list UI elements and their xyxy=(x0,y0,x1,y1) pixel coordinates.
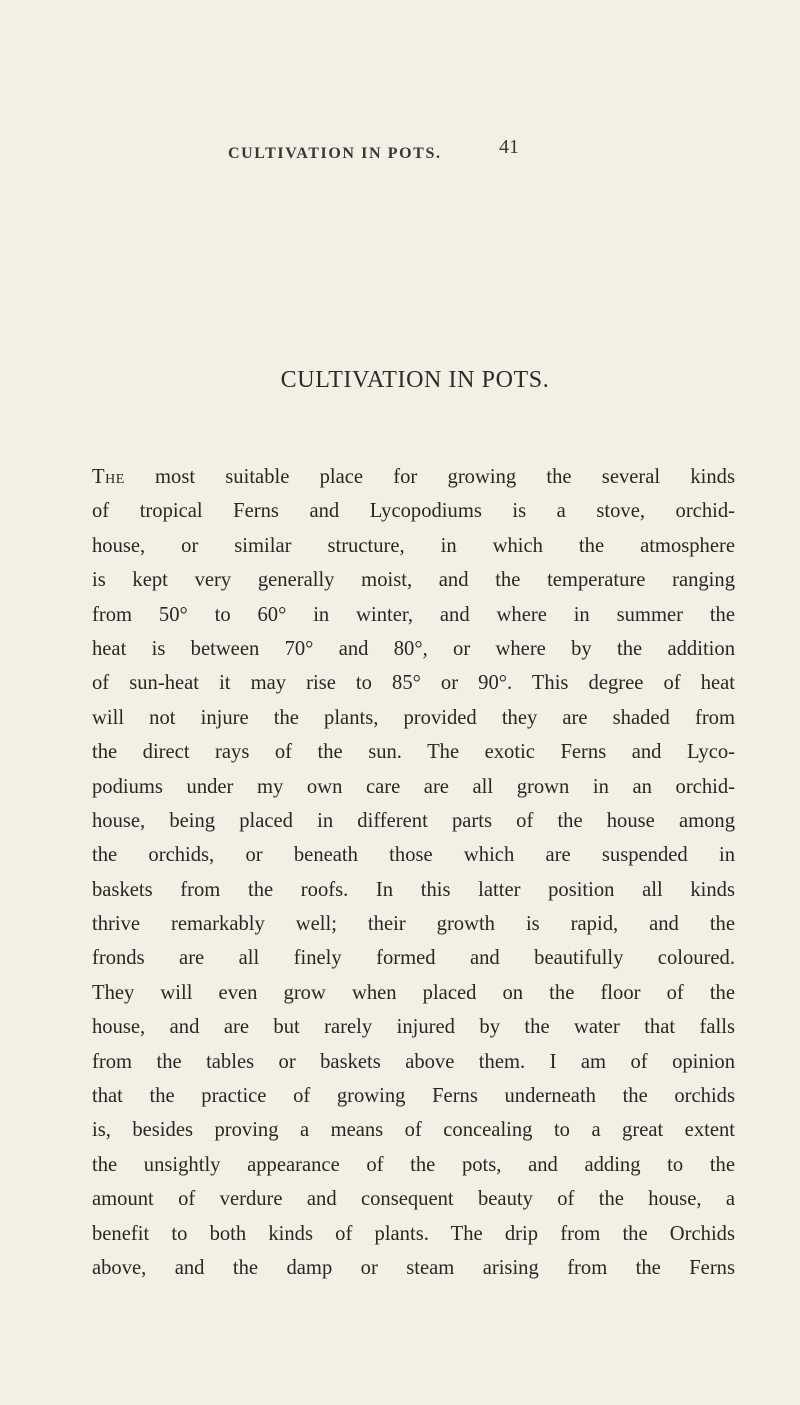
text-line: benefit to both kinds of plants. The drip from the Orchids xyxy=(92,1222,735,1245)
text-line: They will even grow when placed on the floor of the xyxy=(92,981,735,1004)
text-line: of sun-heat it may rise to 85° or 90°. This degree of heat xyxy=(92,672,735,695)
body-paragraph xyxy=(92,460,735,1285)
text-line: podiums under my own care are all grown in an orchid- xyxy=(92,775,735,798)
text-line: baskets from the roofs. In this latter position all kinds xyxy=(92,878,735,901)
text-line: above, and the damp or steam arising from the Ferns xyxy=(92,1256,735,1279)
text-line: will not injure the plants, provided they are shaded from xyxy=(92,706,735,729)
text-line: from the tables or baskets above them. I am of opinion xyxy=(92,1050,735,1073)
page-number: 41 xyxy=(499,136,519,158)
text-line: the orchids, or beneath those which are suspended in xyxy=(92,844,735,867)
text-line: amount of verdure and consequent beauty of the house, a xyxy=(92,1188,735,1211)
text-line: the direct rays of the sun. The exotic Ferns and Lyco- xyxy=(92,741,735,764)
text-line: house, being placed in different parts of the house among xyxy=(92,809,735,832)
text-line: is, besides proving a means of concealing to a great extent xyxy=(92,1119,735,1142)
text-line xyxy=(92,460,735,494)
text-line: that the practice of growing Ferns underneath the orchids xyxy=(92,1085,735,1108)
running-title: CULTIVATION IN POTS. xyxy=(228,145,442,162)
text-line: house, and are but rarely injured by the water that falls xyxy=(92,1016,735,1039)
text-line: house, or similar structure, in which the atmosphere xyxy=(92,534,735,557)
text-line: thrive remarkably well; their growth is rapid, and the xyxy=(92,913,735,936)
chapter-title: CULTIVATION IN POTS. xyxy=(280,367,550,393)
opening-word: The xyxy=(92,466,125,488)
text-line: heat is between 70° and 80°, or where by the addition xyxy=(92,637,735,660)
running-head xyxy=(0,128,800,168)
text-line: fronds are all finely formed and beautifully coloured. xyxy=(92,947,735,970)
text-line: from 50° to 60° in winter, and where in summer the xyxy=(92,603,735,626)
text-line: the unsightly appearance of the pots, and adding to the xyxy=(92,1153,735,1176)
text-line: of tropical Ferns and Lycopodiums is a stove, orchid- xyxy=(92,500,735,523)
text-line-content: most suitable place for growing the several kinds xyxy=(155,466,735,488)
text-line: is kept very generally moist, and the temperature ranging xyxy=(92,569,735,592)
